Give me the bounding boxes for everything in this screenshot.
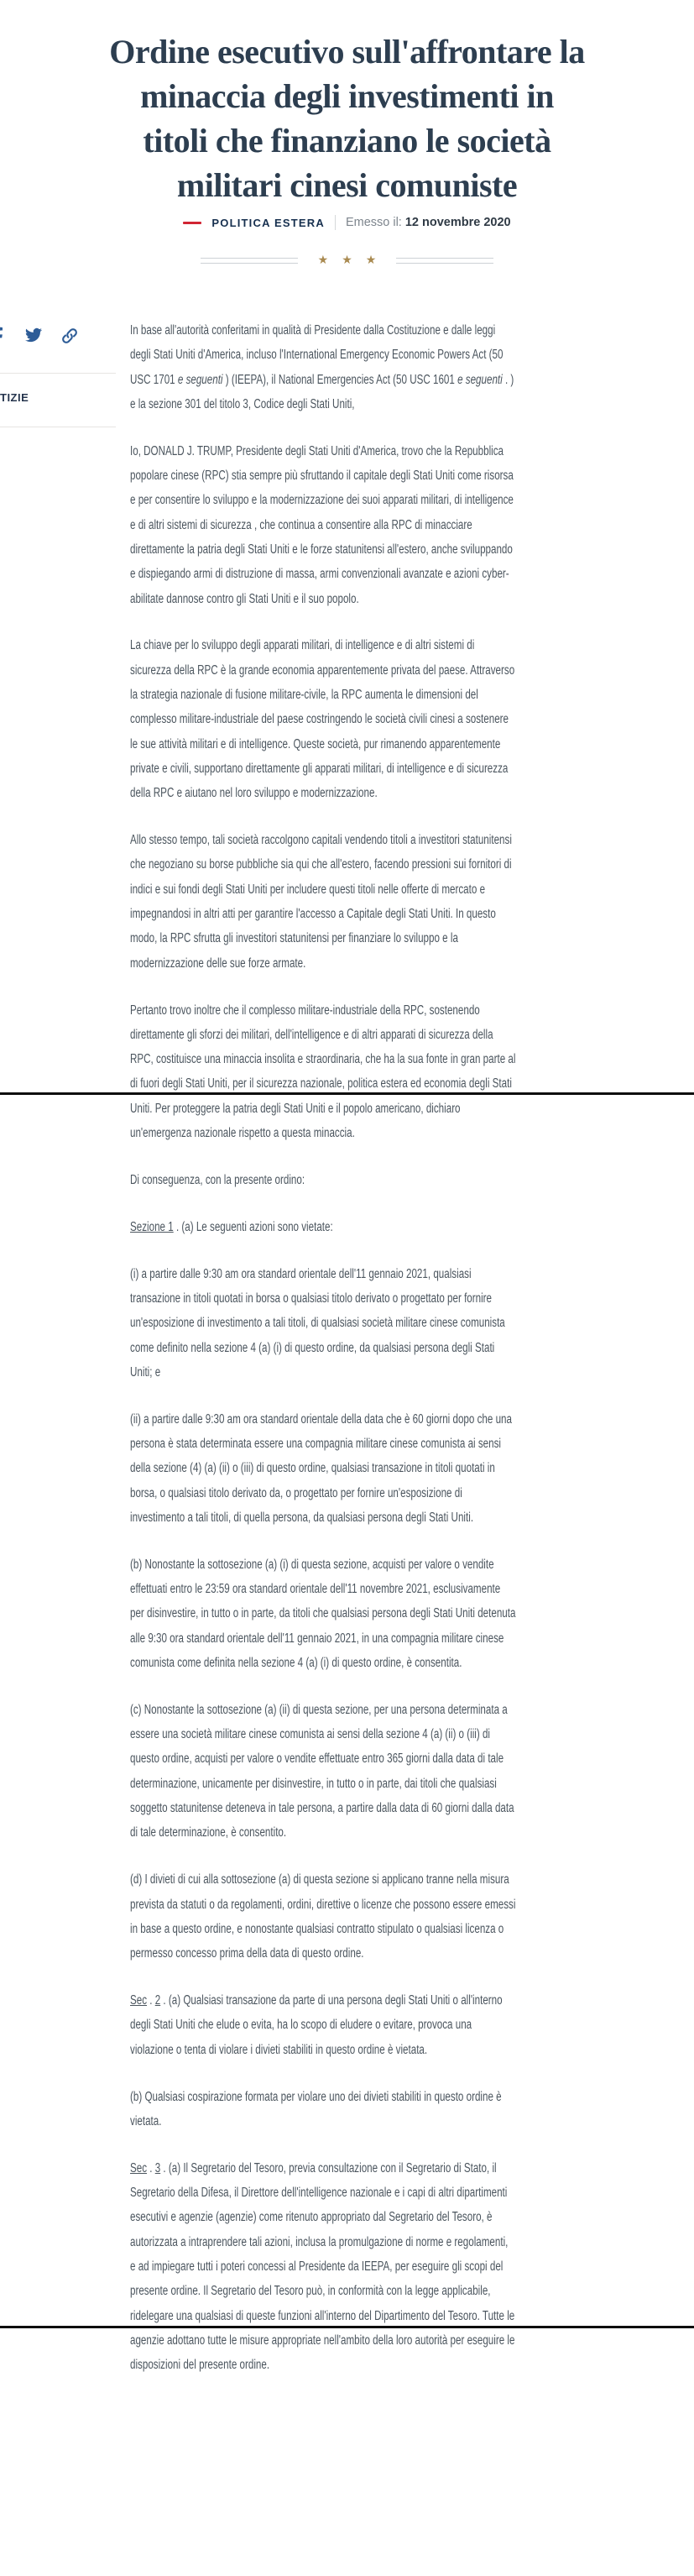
text-run: In base all'autorità conferitami in qualità di Presidente dalla Costituzione e dalle leggi degli Stati Uniti d'America, incluso l'International Emergency Economic Powers Act (50 USC 1701 xyxy=(130,323,504,387)
text-run: e seguenti xyxy=(177,372,223,387)
text-run: (i) a partire dalle 9:30 am ora standard orientale dell'11 gennaio 2021, qualsiasi transazione in titoli quotati in borsa o qualsiasi titolo derivato o progettato per fornire un'esposizione di investimento a tali titoli, di qualsiasi società militare cinese comunista come definito nella sezione 4 (a) (i) di questo ordine, da qualsiasi persona degli Stati Uniti; e xyxy=(130,1266,505,1380)
section-link[interactable]: Sezione 1 xyxy=(130,1219,174,1234)
text-run: La chiave per lo sviluppo degli apparati militari, di intelligence e di altri sistemi di sicurezza della RPC è la grande economia apparentemente privata del paese. Attraverso la strategia nazionale di fusione militare-civile, la RPC aumenta le dimensioni del complesso militare-industriale del paese costringendo le società civili cinesi a sostenere le sue attività militari e di intelligence. Queste società, pur rimanendo apparentemente private e civili, supportano direttamente gli apparati militari, di intelligence e di sicurezza della RPC e aiutano nel loro sviluppo e modernizzazione. xyxy=(130,638,515,801)
text-run: (d) I divieti di cui alla sottosezione (a) di questa sezione si applicano tranne nella misura prevista da statuti o da regolamenti, ordini, direttive o licenze che possono essere emessi in base a questo ordine, e nonostante qualsiasi contratto stipulato o qualsiasi licenza o permesso concesso prima della data di questo ordine. xyxy=(130,1872,516,1961)
section-link[interactable]: 3 xyxy=(154,2160,161,2175)
text-run: (b) Qualsiasi cospirazione formata per violare uno dei divieti stabiliti in questo ordine è vietata. xyxy=(130,2089,502,2128)
text-run: (ii) a partire dalle 9:30 am ora standard orientale della data che è 60 giorni dopo che una persona è stata determinata essere una compagnia militare cinese comunista ai sensi della sezione (4) (a) (ii) o (iii) di questo ordine, qualsiasi transazione in titoli quotati in borsa, o qualsiasi titolo derivato da, o progettato per fornire un'esposizione di investimento a tali titoli, di quella persona, da qualsiasi persona degli Stati Uniti. xyxy=(130,1411,512,1525)
text-run: . ) e la sezione 301 del titolo 3, Codice degli Stati Uniti, xyxy=(130,372,514,411)
meta-divider xyxy=(335,215,336,230)
divider-line-left xyxy=(201,258,298,264)
divider-line-right xyxy=(396,258,493,264)
star-icon: ★ xyxy=(317,253,329,266)
paragraph xyxy=(130,2085,516,2134)
text-run: (b) Nonostante la sottosezione (a) (i) di questa sezione, acquisti per valore o vendite effettuati entro le 23:59 ora standard orientale dell'11 novembre 2021, esclusivamente per disinvestire, in tutto o in parte, da titoli che qualsiasi persona degli Stati Uniti detenuta alle 9:30 ora standard orientale dell'11 gennaio 2021, in una compagnia militare cinese comunista come definita nella sezione 4 (a) (i) di questo ordine, è consentita. xyxy=(130,1557,516,1670)
facebook-icon xyxy=(0,327,3,347)
text-run: . xyxy=(147,1993,155,2008)
paragraph xyxy=(130,2156,516,2378)
issued-date: 12 novembre 2020 xyxy=(404,216,511,229)
sidebar-rule-top xyxy=(0,373,116,374)
star-icon: ★ xyxy=(365,253,377,266)
text-run: . (a) Il Segretario del Tesoro, previa consultazione con il Segretario di Stato, il Segretario della Difesa, il Direttore dell'intelligence nazionale e i capi di altri dipartimenti esecutivi e agenzie (agenzie) come ritenuto appropriato dal Segretario del Tesoro, è autorizzata a intraprendere tali azioni, inclusa la promulgazione di norme e regolamenti, e ad impiegare tutti i poteri concessi al Presidente da IEEPA, per eseguire gli scopi del presente ordine. Il Segretario del Tesoro può, in conformità con la legge applicabile, ridelegare una qualsiasi di queste funzioni all'interno del Dipartimento del Tesoro. Tutte le agenzie adottano tutte le misure appropriate nell'ambito della loro autorità per eseguire le disposizioni del presente ordine. xyxy=(130,2160,515,2373)
share-rail xyxy=(0,327,117,355)
paragraph xyxy=(130,439,516,611)
issued-line xyxy=(346,216,511,229)
text-run: e seguenti xyxy=(457,372,503,387)
category-link[interactable]: POLITICA ESTERA xyxy=(211,216,325,229)
paragraph xyxy=(130,1262,516,1385)
paragraph xyxy=(130,1407,516,1530)
link-icon xyxy=(60,327,79,345)
paragraph xyxy=(130,998,516,1146)
page-title: Ordine esecutivo sull'affrontare la minaccia degli investimenti in titoli che finanziano le società militari cinesi comuniste xyxy=(109,32,585,204)
paragraph xyxy=(130,1552,516,1675)
text-run: Allo stesso tempo, tali società raccolgono capitali vendendo titoli a investitori statunitensi che negoziano su borse pubbliche sia qui che all'estero, facendo pressioni sui fornitori di indici e sui fondi degli Stati Uniti per includere questi titoli nelle offerte di mercato e impegnandosi in altri atti per garantire l'accesso a Capitale degli Stati Uniti. In questo modo, la RPC sfrutta gli investitori statunitensi per finanziare lo sviluppo e la modernizzazione delle sue forze armate. xyxy=(130,833,512,971)
paragraph xyxy=(130,633,516,805)
paragraph xyxy=(130,1988,516,2062)
text-run: . xyxy=(147,2160,155,2175)
text-run: (c) Nonostante la sottosezione (a) (ii) di questa sezione, per una persona determinata a essere una società militare cinese comunista ai sensi della sezione 4 (a) (ii) o (iii) di questo ordine, acquisti per valore o vendite effettuate entro 365 giorni dalla data di tale determinazione, unicamente per disinvestire, in tutto o in parte, dai titoli che qualsiasi soggetto statunitense deteneva in tale persona, a partire dalla data di 60 giorni dalla data di tale determinazione, è consentito. xyxy=(130,1702,514,1840)
twitter-icon xyxy=(24,327,43,343)
paragraph xyxy=(130,1698,516,1846)
issued-label: Emesso il: xyxy=(345,216,402,229)
section-link[interactable]: Sec xyxy=(130,1993,148,2008)
text-run: . (a) Qualsiasi transazione da parte di una persona degli Stati Uniti o all'interno degli Stati Uniti che elude o evita, ha lo scopo di eludere o evitare, provoca una violazione o tenta di violare i divieti stabiliti in questo ordine è vietata. xyxy=(130,1993,503,2057)
separator-line-top xyxy=(0,1092,694,1095)
text-run: ) (IEEPA), il National Emergencies Act (50 USC 1601 xyxy=(222,372,458,387)
paragraph xyxy=(130,1168,516,1192)
paragraph xyxy=(130,318,516,416)
section-link[interactable]: 2 xyxy=(154,1993,161,2008)
section-link[interactable]: Sec xyxy=(130,2160,148,2175)
article-body xyxy=(130,318,516,2400)
facebook-share-button[interactable] xyxy=(0,327,3,347)
star-icon: ★ xyxy=(342,253,352,266)
meta-row xyxy=(0,213,694,232)
link-share-button[interactable] xyxy=(60,327,79,345)
paragraph xyxy=(130,1215,516,1239)
star-divider xyxy=(0,253,694,268)
sidebar-nav-link[interactable]: TIZIE xyxy=(0,391,29,404)
text-run: . (a) Le seguenti azioni sono vietate: xyxy=(173,1219,333,1234)
twitter-share-button[interactable] xyxy=(24,327,43,343)
text-run: Di conseguenza, con la presente ordino: xyxy=(130,1172,305,1187)
separator-line-bottom xyxy=(0,2326,694,2328)
paragraph xyxy=(130,828,516,976)
text-run: Pertanto trovo inoltre che il complesso militare-industriale della RPC, sostenendo direttamente gli sforzi dei militari, dell'intelligence e di altri apparati di sicurezza della RPC, costituisce una minaccia insolita e straordinaria, che ha la sua fonte in gran parte al di fuori degli Stati Uniti, per il sicurezza nazionale, politica estera ed economia degli Stati Uniti. Per proteggere la patria degli Stati Uniti e il popolo americano, dichiaro un'emergenza nazionale rispetto a questa minaccia. xyxy=(130,1003,516,1140)
text-run: Io, DONALD J. TRUMP, Presidente degli Stati Uniti d'America, trovo che la Repubblica popolare cinese (RPC) stia sempre più sfruttando il capitale degli Stati Uniti come risorsa e per consentire lo sviluppo e la modernizzazione dei suoi apparati militari, di intelligence e di altri sistemi di sicurezza , che continua a consentire alla RPC di minacciare direttamente la patria degli Stati Uniti e le forze statunitensi all'estero, anche sviluppando e dispiegando armi di distruzione di massa, armi convenzionali avanzate e azioni cyber-abilitate dannose contro gli Stati Uniti e il suo popolo. xyxy=(130,443,514,606)
category-dash-icon xyxy=(183,222,201,224)
star-icons xyxy=(311,253,384,268)
paragraph xyxy=(130,1867,516,1966)
